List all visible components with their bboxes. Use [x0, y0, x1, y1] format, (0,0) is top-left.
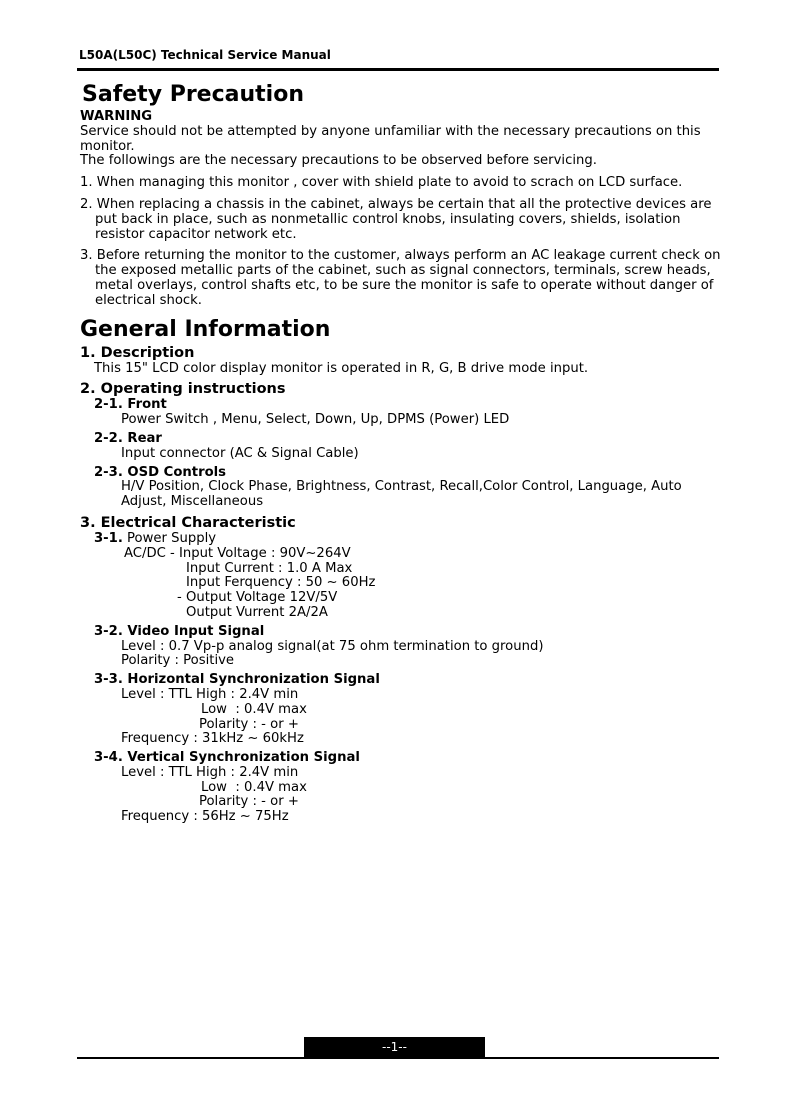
description-heading: 1. Description	[80, 344, 195, 361]
vertical-line-1: Level : TTL High : 2.4V min	[121, 764, 299, 780]
osd-heading: 2-3. OSD Controls	[94, 464, 227, 480]
header-title: L50A(L50C) Technical Service Manual	[79, 48, 331, 62]
power-line-4: - Output Voltage 12V/5V	[177, 590, 338, 606]
osd-text: H/V Position, Clock Phase, Brightness, Contrast, Recall,Color Control, Language, Auto Adjust, Miscellaneous	[121, 479, 682, 510]
rear-heading: 2-2. Rear	[94, 430, 162, 446]
rear-text: Input connector (AC & Signal Cable)	[121, 445, 359, 461]
power-line-1: AC/DC - Input Voltage : 90V~264V	[124, 545, 351, 561]
description-text: This 15" LCD color display monitor is operated in R, G, B drive mode input.	[94, 360, 589, 376]
horizontal-line-2: Low : 0.4V max	[201, 701, 307, 717]
video-line-1: Level : 0.7 Vp-p analog signal(at 75 ohm termination to ground)	[121, 638, 544, 654]
power-line-5: Output Vurrent 2A/2A	[186, 604, 328, 620]
precaution-item-1: 1. When managing this monitor , cover with shield plate to avoid to scrach on LCD surface.	[80, 175, 683, 191]
page-content	[80, 80, 725, 825]
video-heading: 3-2. Video Input Signal	[94, 623, 265, 639]
general-title: General Information	[80, 316, 331, 342]
power-line-3: Input Ferquency : 50 ~ 60Hz	[186, 575, 376, 591]
front-text: Power Switch , Menu, Select, Down, Up, DPMS (Power) LED	[121, 412, 510, 428]
footer-rule	[77, 1057, 719, 1059]
horizontal-heading: 3-3. Horizontal Synchronization Signal	[94, 672, 380, 688]
intro-text: The followings are the necessary precautions to be observed before servicing.	[80, 153, 597, 169]
power-line-2: Input Current : 1.0 A Max	[186, 560, 353, 576]
power-label: Power Supply	[127, 530, 217, 546]
horizontal-line-4: Frequency : 31kHz ~ 60kHz	[121, 731, 304, 747]
horizontal-line-1: Level : TTL High : 2.4V min	[121, 686, 299, 702]
electrical-heading: 3. Electrical Characteristic	[80, 514, 296, 531]
header-rule	[77, 68, 719, 71]
power-heading-line	[80, 532, 725, 547]
power-heading: 3-1.	[94, 530, 123, 546]
warning-text: Service should not be attempted by anyone unfamiliar with the necessary precautions on this monitor.	[80, 123, 701, 154]
operating-heading: 2. Operating instructions	[80, 381, 286, 398]
precaution-item-2: 2. When replacing a chassis in the cabinet, always be certain that all the protective devices are put back in place, such as nonmetallic control knobs, insulating covers, shields, isolation resistor capacitor network etc.	[80, 196, 712, 242]
precaution-item-3: 3. Before returning the monitor to the customer, always perform an AC leakage current check on the exposed metallic parts of the cabinet, such as signal connectors, terminals, screw heads, metal overlays, control shafts etc, to be sure the monitor is safe to operate without danger of electrical shock.	[80, 248, 721, 308]
horizontal-line-3: Polarity : - or +	[199, 716, 299, 732]
vertical-line-4: Frequency : 56Hz ~ 75Hz	[121, 809, 289, 825]
front-heading: 2-1. Front	[94, 397, 167, 413]
page-number: --1--	[304, 1037, 485, 1058]
safety-title: Safety Precaution	[82, 82, 304, 107]
vertical-heading: 3-4. Vertical Synchronization Signal	[94, 750, 360, 766]
video-line-2: Polarity : Positive	[121, 653, 235, 669]
vertical-line-3: Polarity : - or +	[199, 794, 299, 810]
vertical-line-2: Low : 0.4V max	[201, 779, 307, 795]
warning-label: WARNING	[80, 109, 153, 124]
